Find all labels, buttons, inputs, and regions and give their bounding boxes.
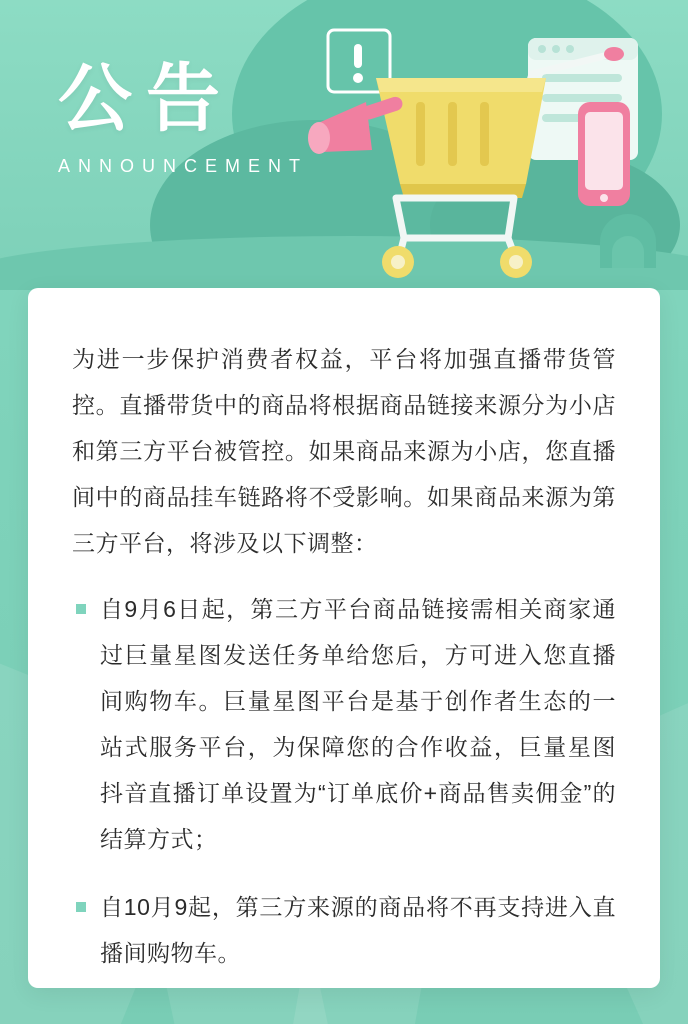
shopping-cart-icon bbox=[376, 78, 546, 198]
page-title: 公告 bbox=[58, 57, 234, 140]
intro-paragraph: 为进一步保护消费者权益，平台将加强直播带货管控。直播带货中的商品将根据商品链接来源分为小店和第三方平台被管控。如果商品来源为小店，您直播间中的商品挂车链路将不受影响。如果商品来源为第三方平台，将涉及以下调整： bbox=[72, 346, 616, 556]
content-card bbox=[28, 288, 660, 988]
page-subtitle: ANNOUNCEMENT bbox=[58, 156, 309, 176]
bullet-marker-icon bbox=[76, 902, 86, 912]
list-item bbox=[72, 884, 616, 976]
content-card-inner bbox=[28, 288, 660, 976]
list-item-text: 自10月9起，第三方来源的商品将不再支持进入直播间购物车。 bbox=[100, 894, 616, 966]
list-item bbox=[72, 586, 616, 862]
cart-frame bbox=[382, 198, 532, 278]
announcement-illustration bbox=[300, 16, 688, 292]
bullet-list bbox=[72, 586, 616, 976]
list-item-text: 自9月6日起，第三方平台商品链接需相关商家通过巨量星图发送任务单给您后，方可进入您直播间购物车。巨量星图平台是基于创作者生态的一站式服务平台，为保障您的合作收益，巨量星图抖音直播订单设置为“订单底价+商品售卖佣金”的结算方式； bbox=[100, 596, 616, 852]
bullet-marker-icon bbox=[76, 604, 86, 614]
poster-header bbox=[58, 56, 308, 177]
decorative-arch bbox=[600, 214, 656, 268]
smartphone-icon bbox=[578, 102, 630, 206]
